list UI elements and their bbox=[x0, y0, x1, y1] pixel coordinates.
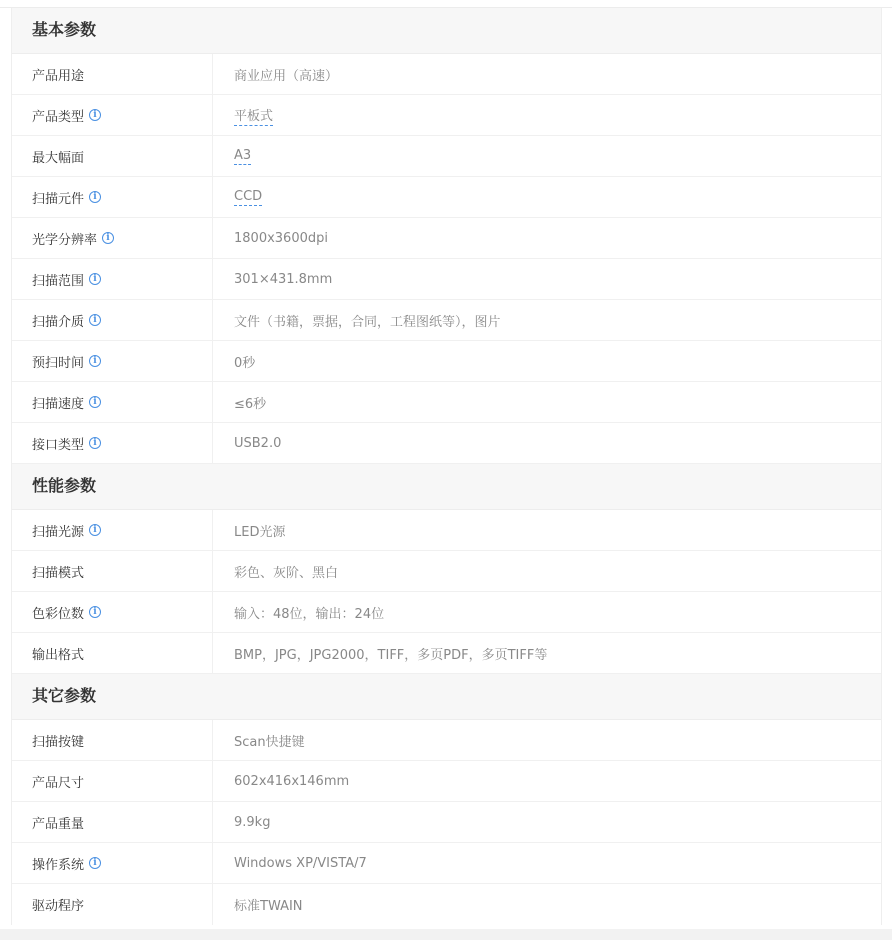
spec-label: 扫描范围 bbox=[32, 273, 85, 289]
spec-label: 产品类型 bbox=[32, 109, 85, 125]
spec-label-cell bbox=[12, 54, 213, 94]
spec-row bbox=[12, 218, 881, 259]
spec-value-cell bbox=[213, 843, 881, 883]
spec-value-cell bbox=[213, 720, 881, 760]
spec-row bbox=[12, 382, 881, 423]
info-icon[interactable]: i bbox=[89, 606, 101, 618]
spec-value-cell bbox=[213, 761, 881, 801]
spec-label-cell bbox=[12, 592, 213, 632]
spec-row bbox=[12, 884, 881, 925]
spec-row bbox=[12, 802, 881, 843]
spec-value-cell bbox=[213, 423, 881, 463]
spec-value-cell bbox=[213, 382, 881, 422]
spec-label-cell bbox=[12, 382, 213, 422]
spec-label-cell bbox=[12, 95, 213, 135]
info-icon[interactable]: i bbox=[89, 857, 101, 869]
spec-value-cell bbox=[213, 592, 881, 632]
spec-value: BMP，JPG，JPG2000，TIFF，多页PDF，多页TIFF等 bbox=[234, 647, 548, 663]
section-title: 基本参数 bbox=[12, 8, 881, 54]
spec-label: 扫描介质 bbox=[32, 314, 85, 330]
spec-label: 产品重量 bbox=[32, 816, 85, 832]
spec-table bbox=[11, 8, 882, 925]
spec-row bbox=[12, 259, 881, 300]
spec-label: 光学分辨率 bbox=[32, 232, 98, 248]
spec-label-cell bbox=[12, 843, 213, 883]
spec-row bbox=[12, 423, 881, 464]
spec-label-cell bbox=[12, 551, 213, 591]
spec-row bbox=[12, 177, 881, 218]
spec-label-cell bbox=[12, 720, 213, 760]
spec-value-cell bbox=[213, 218, 881, 258]
spec-label: 扫描模式 bbox=[32, 565, 85, 581]
spec-label: 扫描光源 bbox=[32, 524, 85, 540]
spec-row bbox=[12, 300, 881, 341]
spec-label-cell bbox=[12, 633, 213, 673]
spec-value: 301×431.8mm bbox=[234, 271, 333, 287]
spec-value: USB2.0 bbox=[234, 435, 282, 451]
spec-row bbox=[12, 761, 881, 802]
bottom-bar bbox=[0, 929, 892, 940]
spec-label-cell bbox=[12, 136, 213, 176]
spec-value: 输入：48位，输出：24位 bbox=[234, 606, 385, 622]
info-icon[interactable]: i bbox=[89, 314, 101, 326]
spec-label-cell bbox=[12, 884, 213, 925]
spec-row bbox=[12, 510, 881, 551]
spec-label-cell bbox=[12, 761, 213, 801]
section-title: 其它参数 bbox=[12, 674, 881, 720]
spec-label-cell bbox=[12, 423, 213, 463]
spec-value: ≤6秒 bbox=[234, 396, 267, 412]
spec-label-cell bbox=[12, 218, 213, 258]
spec-label: 操作系统 bbox=[32, 857, 85, 873]
spec-row bbox=[12, 843, 881, 884]
spec-row bbox=[12, 54, 881, 95]
spec-value-cell bbox=[213, 177, 881, 217]
spec-label-cell bbox=[12, 300, 213, 340]
spec-value-cell bbox=[213, 551, 881, 591]
spec-label: 接口类型 bbox=[32, 437, 85, 453]
spec-value: 商业应用（高速） bbox=[234, 68, 339, 84]
spec-value-cell bbox=[213, 510, 881, 550]
spec-value: 602x416x146mm bbox=[234, 773, 350, 789]
section-title: 性能参数 bbox=[12, 464, 881, 510]
spec-value-cell bbox=[213, 300, 881, 340]
info-icon[interactable]: i bbox=[89, 109, 101, 121]
spec-label-cell bbox=[12, 259, 213, 299]
spec-label: 驱动程序 bbox=[32, 899, 85, 914]
spec-label: 扫描元件 bbox=[32, 191, 85, 207]
spec-value-cell bbox=[213, 95, 881, 135]
spec-value-cell bbox=[213, 884, 881, 925]
info-icon[interactable]: i bbox=[102, 232, 114, 244]
spec-label: 预扫时间 bbox=[32, 355, 85, 371]
spec-value-cell bbox=[213, 259, 881, 299]
spec-row bbox=[12, 551, 881, 592]
spec-value-cell bbox=[213, 136, 881, 176]
spec-label-cell bbox=[12, 341, 213, 381]
spec-value: 标准TWAIN bbox=[234, 899, 303, 914]
spec-value-cell bbox=[213, 54, 881, 94]
spec-row bbox=[12, 720, 881, 761]
info-icon[interactable]: i bbox=[89, 437, 101, 449]
spec-value-cell bbox=[213, 341, 881, 381]
spec-value-cell bbox=[213, 802, 881, 842]
spec-label: 产品用途 bbox=[32, 68, 85, 84]
spec-value: 9.9kg bbox=[234, 814, 271, 830]
spec-row bbox=[12, 136, 881, 177]
spec-row bbox=[12, 633, 881, 674]
spec-value-link[interactable]: 平板式 bbox=[234, 105, 273, 126]
spec-label: 输出格式 bbox=[32, 647, 85, 663]
spec-label: 扫描速度 bbox=[32, 396, 85, 412]
info-icon[interactable]: i bbox=[89, 273, 101, 285]
spec-value: 0秒 bbox=[234, 355, 256, 371]
spec-value-link[interactable]: CCD bbox=[234, 188, 263, 204]
spec-label: 最大幅面 bbox=[32, 150, 85, 166]
spec-value: 文件（书籍，票据，合同，工程图纸等），图片 bbox=[234, 314, 501, 330]
info-icon[interactable]: i bbox=[89, 396, 101, 408]
spec-label: 产品尺寸 bbox=[32, 775, 85, 791]
spec-row bbox=[12, 341, 881, 382]
spec-row bbox=[12, 592, 881, 633]
spec-label: 色彩位数 bbox=[32, 606, 85, 622]
spec-label: 扫描按键 bbox=[32, 734, 85, 750]
spec-value-link[interactable]: A3 bbox=[234, 147, 252, 163]
spec-label-cell bbox=[12, 802, 213, 842]
spec-value: 彩色、灰阶、黑白 bbox=[234, 565, 339, 581]
spec-row bbox=[12, 95, 881, 136]
spec-label-cell bbox=[12, 510, 213, 550]
info-icon[interactable]: i bbox=[89, 191, 101, 203]
info-icon[interactable]: i bbox=[89, 355, 101, 367]
spec-value: 1800x3600dpi bbox=[234, 230, 328, 246]
info-icon[interactable]: i bbox=[89, 524, 101, 536]
spec-value: LED光源 bbox=[234, 524, 286, 540]
spec-value: Windows XP/VISTA/7 bbox=[234, 855, 367, 871]
spec-value: Scan快捷键 bbox=[234, 734, 305, 750]
spec-value-cell bbox=[213, 633, 881, 673]
spec-label-cell bbox=[12, 177, 213, 217]
